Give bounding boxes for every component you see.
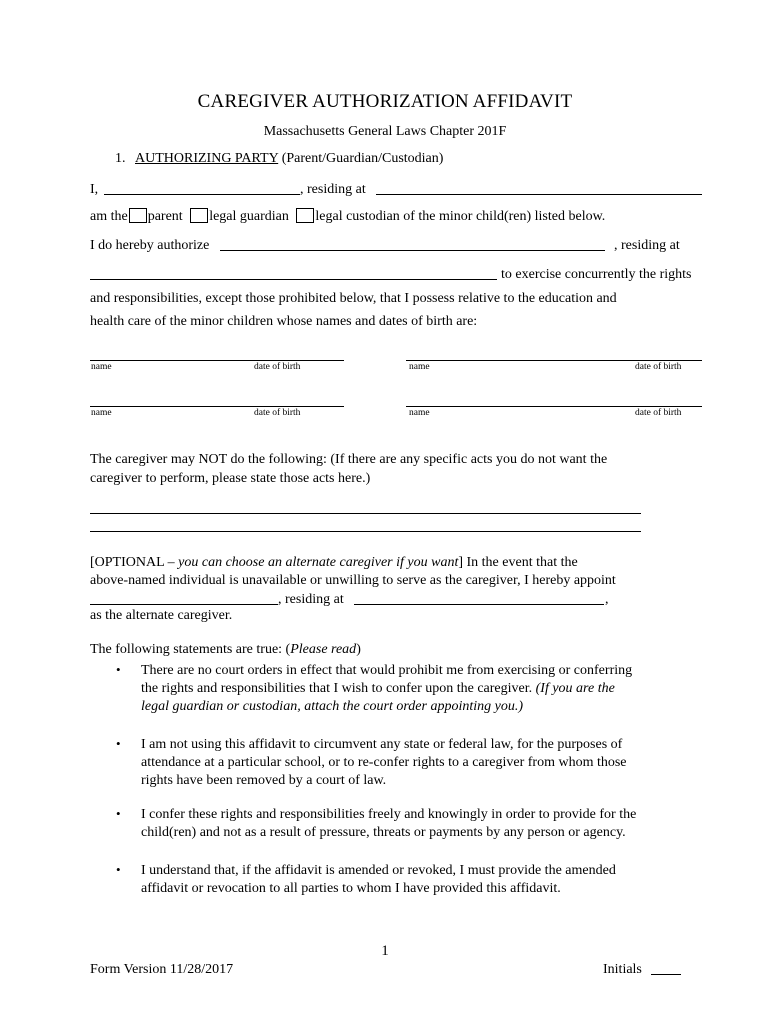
optional-line-1 [90,554,578,572]
alternate-caregiver-name-field[interactable] [90,604,278,605]
child-3-dob-label: date of birth [254,408,301,418]
child-2-dob-label: date of birth [635,362,682,372]
child-3-field[interactable] [90,406,344,407]
residing-at-label: , residing at [300,182,366,197]
statements-intro-close: ) [356,642,361,657]
prohibited-acts-field-1[interactable] [90,513,641,514]
bullet-4-icon: • [116,862,121,877]
optional-line-2: above-named individual is unavailable or unwilling to serve as the caregiver, I hereby appoint [90,573,616,588]
prohibited-line-2: caregiver to perform, please state those acts here.) [90,471,371,486]
parent-checkbox[interactable] [129,208,147,223]
am-the-label: am the [90,209,128,224]
statement-3-line-2: child(ren) and not as a result of pressure, threats or payments by any person or agency. [141,825,626,840]
statement-4-line-1: I understand that, if the affidavit is amended or revoked, I must provide the amended [141,863,616,878]
section-number: 1. [115,151,126,166]
optional-open: [OPTIONAL – [90,555,179,570]
initials-field[interactable] [651,974,681,975]
optional-italic: you can choose an alternate caregiver if you want [178,555,459,570]
authorizing-party-address-field[interactable] [376,194,702,195]
initials-label: Initials [603,962,642,977]
statement-2-line-3: rights have been removed by a court of law. [141,773,387,788]
authorizing-party-name-field[interactable] [104,194,300,195]
alternate-caregiver-address-field[interactable] [354,604,604,605]
bullet-2-icon: • [116,736,121,751]
statement-4-line-2: affidavit or revocation to all parties to whom I have provided this affidavit. [141,881,561,896]
responsibilities-line-1: and responsibilities, except those prohibited below, that I possess relative to the education and [90,291,617,306]
child-4-field[interactable] [406,406,702,407]
prohibited-acts-field-2[interactable] [90,531,641,532]
child-4-dob-label: date of birth [635,408,682,418]
child-4-name-label: name [409,408,430,418]
bullet-1-icon: • [116,662,121,677]
statement-1-line-2-text: the rights and responsibilities that I wish to confer upon the caregiver. [141,681,533,696]
statement-1-line-1: There are no court orders in effect that would prohibit me from exercising or conferring [141,663,633,678]
statement-1-line-3 [141,698,523,716]
relationship-row [90,208,605,226]
section-heading-suffix: (Parent/Guardian/Custodian) [281,151,444,166]
child-3-name-label: name [91,408,112,418]
legal-custodian-label: legal custodian of the minor child(ren) listed below. [315,209,606,224]
caregiver-name-field[interactable] [220,250,605,251]
caregiver-address-field[interactable] [90,279,497,280]
statements-intro-text: The following statements are true: ( [90,642,291,657]
page-number: 1 [381,943,389,959]
prohibited-line-1: The caregiver may NOT do the following: (If there are any specific acts you do not want the [90,452,608,467]
statements-intro-italic: Please read [290,642,357,657]
statement-2-line-1: I am not using this affidavit to circumvent any state or federal law, for the purposes of [141,737,623,752]
bullet-3-icon: • [116,806,121,821]
statement-2-line-2: attendance at a particular school, or to re-confer rights to a caregiver from whom those [141,755,627,770]
parent-label: parent [147,209,183,224]
responsibilities-line-2: health care of the minor children whose names and dates of birth are: [90,314,478,329]
statement-1-line-2-italic: (If you are the [535,681,615,696]
form-version: Form Version 11/28/2017 [90,962,234,977]
statement-3-line-1: I confer these rights and responsibilities freely and knowingly in order to provide for the [141,807,637,822]
statement-1-line-3-italic: legal guardian or custodian, attach the court order appointing you.) [141,699,523,714]
child-1-field[interactable] [90,360,344,361]
statements-intro [90,641,361,659]
statement-1-line-2 [141,680,615,698]
child-2-field[interactable] [406,360,702,361]
exercise-text: to exercise concurrently the rights [501,267,692,282]
legal-custodian-checkbox[interactable] [296,208,314,223]
legal-guardian-label: legal guardian [209,209,289,224]
i-prefix: I, [90,182,99,197]
section-heading-title: AUTHORIZING PARTY [135,151,279,166]
alternate-comma: , [605,592,609,607]
child-2-name-label: name [409,362,430,372]
child-1-dob-label: date of birth [254,362,301,372]
page-title: CAREGIVER AUTHORIZATION AFFIDAVIT [197,91,573,112]
residing-at-label-2: , residing at [614,238,680,253]
page-subtitle: Massachusetts General Laws Chapter 201F [263,124,507,139]
alternate-residing-at-label: , residing at [278,592,344,607]
legal-guardian-checkbox[interactable] [190,208,208,223]
optional-close: ] In the event that the [458,555,578,570]
optional-line-4: as the alternate caregiver. [90,608,233,623]
section-heading [115,150,443,168]
authorize-label: I do hereby authorize [90,238,210,253]
child-1-name-label: name [91,362,112,372]
